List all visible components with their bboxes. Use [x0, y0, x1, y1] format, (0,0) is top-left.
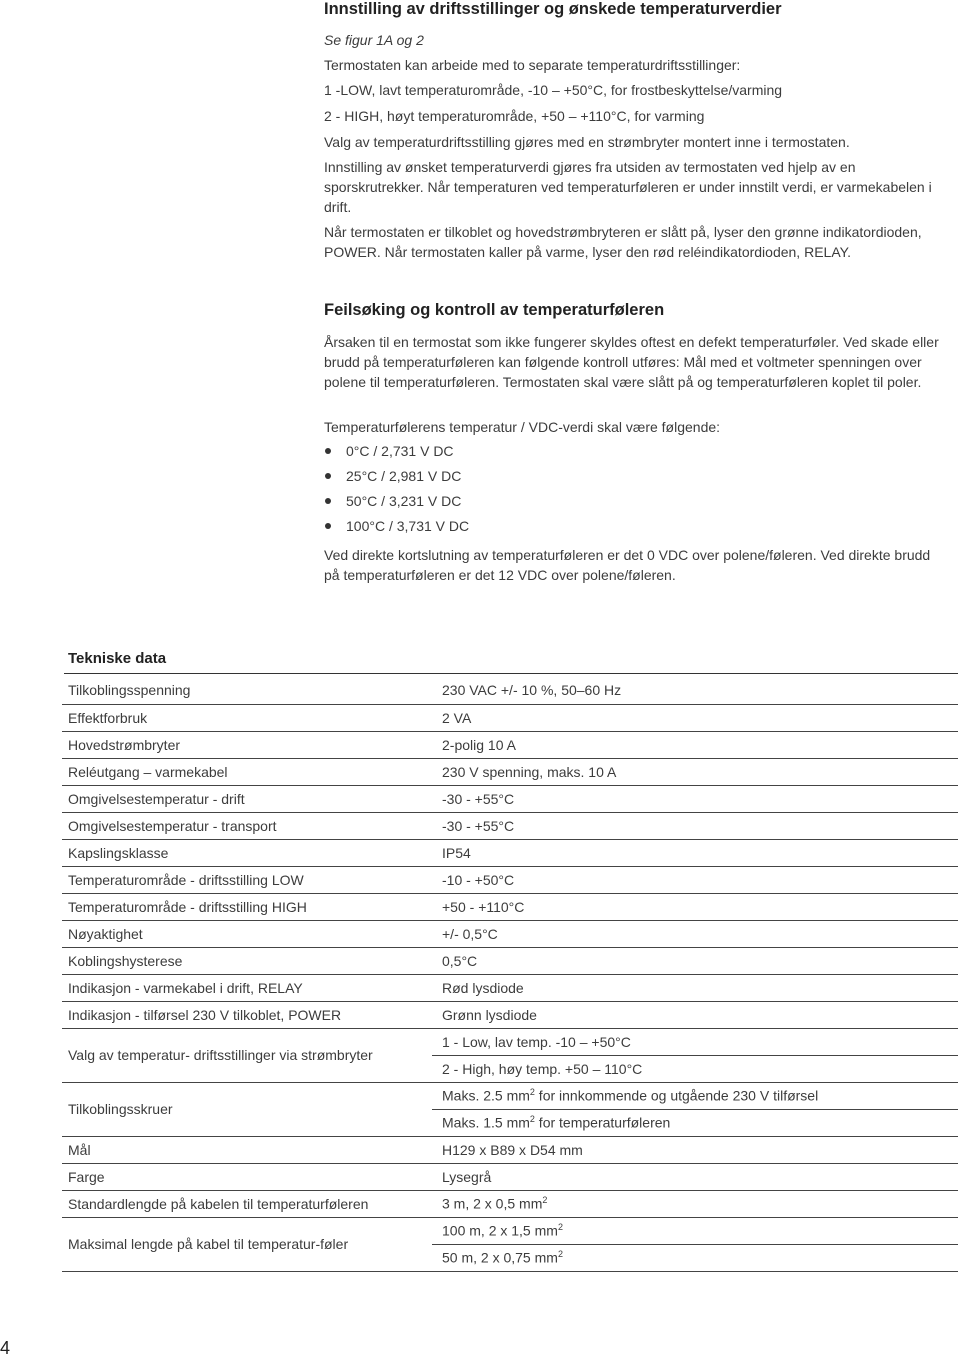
- troubleshooting-paragraph: Årsaken til en termostat som ikke fungerer skyldes oftest en defekt temperaturføler. Ved skade eller brudd på temperaturføleren kan følgende kontroll utføres: Mål med et voltmeter spenningen over polene til temperaturføleren. Termostaten skal være slått på og temperaturføleren koplet til poler.: [324, 334, 939, 390]
- table-cell-label: Mål: [62, 1136, 432, 1163]
- table-cell-label: Tilkoblingsskruer: [62, 1082, 432, 1136]
- table-cell-value: 0,5°C: [432, 947, 958, 974]
- indicators-text: Når termostaten er tilkoblet og hovedstrømbryteren er slått på, lyser den grønne indikatordioden, POWER. Når termostaten kaller på varme, lyser den rød reléindikatordioden, RELAY.: [324, 224, 922, 260]
- list-item: 0°C / 2,731 V DC: [324, 441, 944, 466]
- table-cell-value: H129 x B89 x D54 mm: [432, 1136, 958, 1163]
- table-cell-label: Maksimal lengde på kabel til temperatur-føler: [62, 1217, 432, 1271]
- table-cell-label: Hovedstrømbryter: [62, 731, 432, 758]
- section-title-settings: Innstilling av driftsstillinger og ønskede temperaturverdier: [324, 0, 782, 18]
- figure-reference: Se figur 1A og 2: [324, 32, 424, 48]
- table-cell-label: Temperaturområde - driftsstilling LOW: [62, 866, 432, 893]
- mode-high-text: 2 - HIGH, høyt temperaturområde, +50 – +110°C, for varming: [324, 108, 705, 124]
- table-cell-value: Maks. 2.5 $mm^2$ for innkommende og utgående 230 V tilførsel: [432, 1082, 958, 1109]
- table-cell-value: 2-polig 10 A: [432, 731, 958, 758]
- table-cell-value: 1 - Low, lav temp. -10 – +50°C: [432, 1028, 958, 1055]
- table-cell-value: Lysegrå: [432, 1163, 958, 1190]
- intro-text: Termostaten kan arbeide med to separate temperaturdriftsstillinger:: [324, 57, 741, 73]
- table-cell-value: 3 m, 2 x 0,5 $mm^2$: [432, 1190, 958, 1217]
- table-row: [62, 839, 958, 866]
- table-cell-label: Farge: [62, 1163, 432, 1190]
- list-item: 100°C / 3,731 V DC: [324, 516, 944, 541]
- list-item: 50°C / 3,231 V DC: [324, 491, 944, 516]
- table-cell-value: Grønn lysdiode: [432, 1001, 958, 1028]
- mode-low-text: 1 -LOW, lavt temperaturområde, -10 – +50°C, for frostbeskyttelse/varming: [324, 82, 783, 98]
- table-cell-value: 230 VAC +/- 10 %, 50–60 Hz: [432, 677, 958, 704]
- table-row: [62, 731, 958, 758]
- table-cell-value: Rød lysdiode: [432, 974, 958, 1001]
- table-cell-value: 2 VA: [432, 704, 958, 731]
- table-cell-value: +50 - +110°C: [432, 893, 958, 920]
- table-cell-label: Koblingshysterese: [62, 947, 432, 974]
- table-row: [62, 704, 958, 731]
- table-cell-label: Effektforbruk: [62, 704, 432, 731]
- table-row: [62, 677, 958, 704]
- table-cell-label: Omgivelsestemperatur - transport: [62, 812, 432, 839]
- table-cell-label: Indikasjon - varmekabel i drift, RELAY: [62, 974, 432, 1001]
- table-cell-label: Omgivelsestemperatur - drift: [62, 785, 432, 812]
- selection-text: Valg av temperaturdriftsstilling gjøres med en strømbryter montert inne i termostaten.: [324, 134, 850, 150]
- table-cell-value: 230 V spenning, maks. 10 A: [432, 758, 958, 785]
- table-row: [62, 947, 958, 974]
- table-cell-value: IP54: [432, 839, 958, 866]
- table-cell-label: Valg av temperatur- driftsstillinger via strømbryter: [62, 1028, 432, 1082]
- table-row: [62, 974, 958, 1001]
- table-cell-label: Kapslingsklasse: [62, 839, 432, 866]
- table-row: [62, 866, 958, 893]
- tech-data-table: [62, 677, 958, 1272]
- table-cell-label: Nøyaktighet: [62, 920, 432, 947]
- table-row: [62, 1001, 958, 1028]
- setting-text: Innstilling av ønsket temperaturverdi gjøres fra utsiden av termostaten ved hjelp av en sporskrutrekker. Når temperaturen ved temperaturføleren er under innstilt verdi, er varmekabelen i drift.: [324, 159, 932, 215]
- table-row: [62, 758, 958, 785]
- table-cell-value: -30 - +55°C: [432, 812, 958, 839]
- table-cell-label: Indikasjon - tilførsel 230 V tilkoblet, POWER: [62, 1001, 432, 1028]
- table-cell-value: -30 - +55°C: [432, 785, 958, 812]
- section-title-troubleshooting: Feilsøking og kontroll av temperaturføleren: [324, 301, 665, 319]
- table-row: [62, 785, 958, 812]
- table-cell-value: Maks. 1.5 $mm^2$ for temperaturføleren: [432, 1109, 958, 1136]
- page-number: 4: [0, 1338, 11, 1358]
- shortcircuit-text: Ved direkte kortslutning av temperaturføleren er det 0 VDC over polene/føleren. Ved direkte brudd på temperaturføleren er det 12 VDC over polene/føleren.: [324, 547, 931, 583]
- table-cell-value: +/- 0,5°C: [432, 920, 958, 947]
- table-cell-label: Standardlengde på kabelen til temperaturføleren: [62, 1190, 432, 1217]
- voltage-list: [324, 441, 944, 541]
- table-cell-value: 50 m, 2 x 0,75 $mm^2$: [432, 1244, 958, 1271]
- table-cell-value: 100 m, 2 x 1,5 $mm^2$: [432, 1217, 958, 1244]
- table-row: [62, 893, 958, 920]
- divider: [64, 673, 958, 674]
- table-cell-label: Tilkoblingsspenning: [62, 677, 432, 704]
- table-row: [62, 812, 958, 839]
- list-item: 25°C / 2,981 V DC: [324, 466, 944, 491]
- table-cell-label: Reléutgang – varmekabel: [62, 758, 432, 785]
- tech-data-title: Tekniske data: [68, 650, 167, 667]
- table-cell-value: -10 - +50°C: [432, 866, 958, 893]
- table-row: [62, 920, 958, 947]
- value-intro-text: Temperaturfølerens temperatur / VDC-verdi skal være følgende:: [324, 419, 721, 435]
- table-cell-label: Temperaturområde - driftsstilling HIGH: [62, 893, 432, 920]
- table-cell-value: 2 - High, høy temp. +50 – 110°C: [432, 1055, 958, 1082]
